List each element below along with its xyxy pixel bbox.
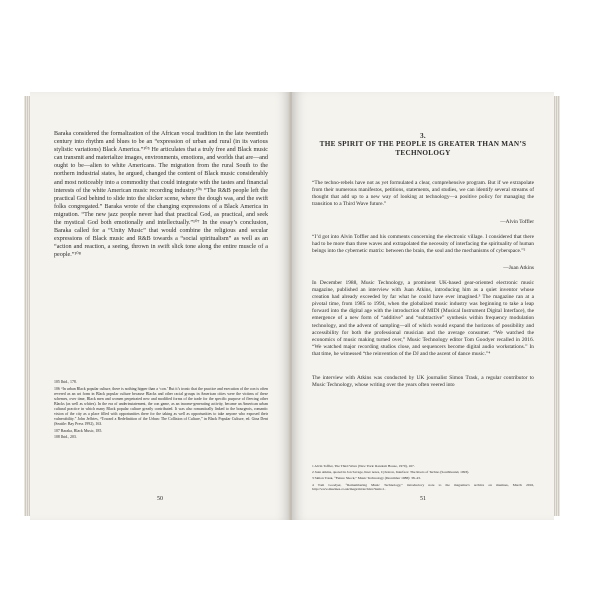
left-body-text: Baraka considered the formalization of the African vocal tradition in the late twentieth century into rhythm and blues to be an “expression of urban and rural (in its various stylistic variations) Black America.”¹⁰⁵ He articulates that a truly free and Black music can transmit and materialize images, environments, emotions, and worlds that are—and ought to be—alien to white Americans. The migration from the rural South to the northern industrial states, he argued, changed the content of Black music considerably and most noticeably into a commodity that could integrate with the tastes and financial interests of the white American music recording industry.¹⁰⁶ “The R&B people left the practical God behind to slide into the slicker scene, where the dough was, and the swift folks congregated.” Baraka wrote of the changing expressions of a Black America in migration. “The new jazz people never had that practical God, as practical, and seek the mystical God both emotionally and intellectually.”¹⁰⁷ In the essay’s conclusion, Baraka called for a “Unity Music” that would combine the religious and secular expressions of Black music and R&B towards a “social spiritualism” as well as an “action and reaction, a seeing, thrown in swift slick tone along the entire muscle of a people.”¹⁰⁸ [54, 131, 268, 259]
epigraph-1-attribution: —Alvin Toffler [500, 219, 534, 225]
epigraph-2: “I’d got into Alvin Toffler and his comments concerning the electronic village. I considered that there had to be more than three waves and extrapolated the necessity of interfacing the spirituality of human beings into the cybernetic matrix: between the brain, the soul and the mechanisms of cyberspace.”² [312, 234, 534, 255]
left-page [30, 92, 290, 520]
page-number-left: 50 [157, 496, 163, 502]
epigraph-1: “The techno-rebels have not as yet formulated a clear, comprehensive program. But if we extrapolate from their numerous manifestos, petitions, statements, and studies, we can identify several streams of thought that add up to a new way of looking at technology—a positive policy for managing the transition to a Third Wave future.” [312, 180, 534, 208]
footnote: 2 Juan Atkins, quoted in Jon Savage, liner notes, Cybotron, Interface: The Roots of Techno (Southbound, 1993). [312, 470, 470, 475]
epigraph-2-attribution: —Juan Atkins [503, 265, 534, 271]
right-footnotes [312, 464, 534, 494]
footnote: 105 Ibid., 178. [54, 380, 77, 384]
footnote: 1 Alvin Toffler, The Third Wave (New York: Random House, 1970), 167. [312, 464, 415, 468]
chapter-title: THE SPIRIT OF THE PEOPLE IS GREATER THAN MAN’S TECHNOLOGY [319, 140, 527, 157]
open-book [30, 92, 554, 520]
page-number-right: 51 [420, 496, 426, 502]
footnote: 108 Ibid., 203. [54, 435, 77, 440]
footnote: 3 Simon Trask, “Future Shock,” Music Technology (December 1988): 38–43. [312, 476, 421, 481]
left-footnotes [54, 380, 268, 442]
right-page [292, 92, 554, 520]
footnote: 4 Tom Goodyer, “Remembering Music Technology,” introductory note to the magazine’s archive on muzines, March 2016, http://www.muzines.co.uk/mags/mt/archive?item=1. [312, 482, 534, 492]
chapter-number: 3. [420, 132, 426, 140]
page-edges-right [554, 96, 560, 516]
right-body-paragraph-1: In December 1988, Music Technology, a prominent UK-based gear-oriented electronic music magazine, published an interview with Juan Atkins, introducing him as a quiet inventor whose creation had already exceeded by far what he could have ever imagined.³ The magazine ran at a pivotal time, from 1985 to 1994, when the globalized music industry was beginning to take a leap forward into the digital age with the introduction of MIDI (Musical Instrument Digital Interface), the emergence of a new form of “additive” and “subtractive” synthesis within frequency modulation technology, and the advent of sampling—all of which would expand the horizons of possibility and accessibility for both the professional musician and the average consumer. “We watched the economics of music making turned over,” Music Technology editor Tom Goodyer recalled in 2016. “We watched major recording studios close, and sequencers become digital audio workstations.” In that time, he witnessed “the reinvention of the DJ and the ascent of dance music.”⁴ [312, 280, 534, 357]
footnote: 107 Baraka, Black Music, 185. [54, 428, 103, 433]
right-body-paragraph-2: The interview with Atkins was conducted by UK journalist Simon Trask, a regular contributor to Music Technology, whose writing over the years often veered into [312, 375, 534, 389]
footnote: 106 “In urban Black popular culture, there is nothing hipper than a ‘con.’ But it’s ironic that the practice and execution of the con is often revered as an art form in Black popular culture because Blacks and other racial groups in American cities were the victims of these schemes, over time, Black men and women perpetrated new and modified forms of the trade for the specific purpose of fleecing other Blacks (as well as whites). In the era of underinstatement, the con game, as an income-generating activity, became an American urban cultural practice in which many Black popular culture greatly contributed. It was also romantically linked to the bourgeois, romantic vision of the city as a place filled with opportunities there for the taking as well as opportunities to take anyone who exposed their vulnerability.” John Jeffries, “Toward a Redefinition of the Urban: The Collision of Culture,” in Black Popular Culture, ed. Gina Dent (Seattle: Bay Press 1992), 163. [54, 386, 268, 427]
